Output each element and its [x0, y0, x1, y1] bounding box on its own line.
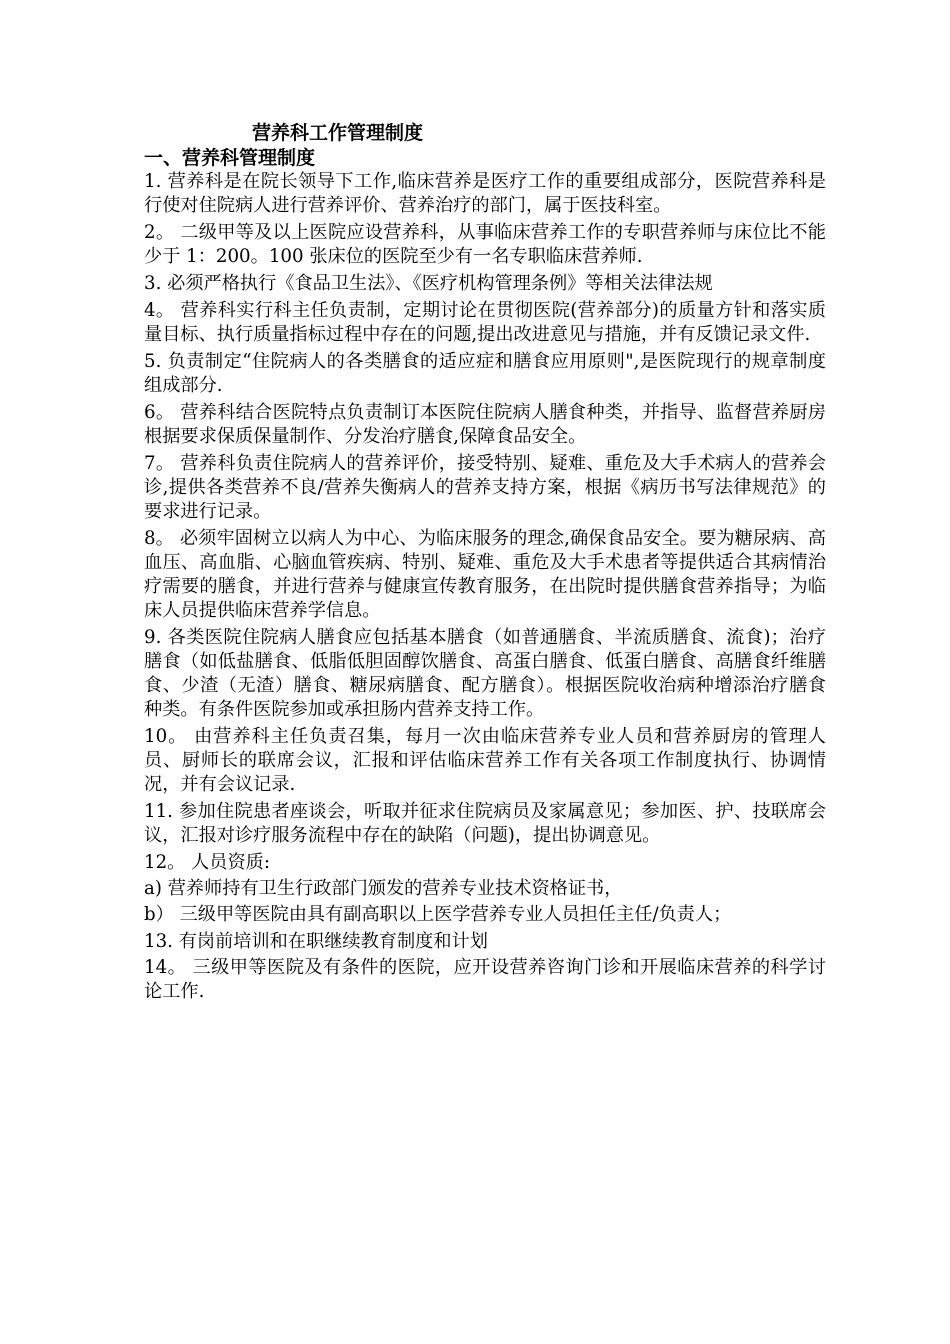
paragraph-3: 3. 必须严格执行《食品卫生法》、《医疗机构管理条例》等相关法律法规 — [144, 273, 713, 294]
paragraph-7: 7。 营养科负责住院病人的营养评价，接受特别、疑难、重危及大手术病人的营养会诊,提供各类营养不良/营养失衡病人的营养支持方案，根据《病历书写法律规范》的要求进行记录。 — [144, 453, 826, 522]
paragraph-12b: b） 三级甲等医院由具有副高职以上医学营养专业人员担任主任/负责人； — [144, 904, 732, 925]
paragraph-5: 5. 负责制定“住院病人的各类膳食的适应症和膳食应用原则",是医院现行的规章制度组成部分. — [144, 351, 826, 396]
paragraph-10: 10。 由营养科主任负责召集，每月一次由临床营养专业人员和营养厨房的管理人员、厨师长的联席会议，汇报和评估临床营养工作有关各项工作制度执行、协调情况，并有会议记录. — [144, 726, 826, 795]
document-page — [144, 120, 826, 1007]
paragraph-11: 11. 参加住院患者座谈会，听取并征求住院病员及家属意见；参加医、护、技联席会议，汇报对诊疗服务流程中存在的缺陷（问题)，提出协调意见。 — [144, 801, 826, 846]
section-heading: 一、营养科管理制度 — [144, 147, 316, 169]
paragraph-12a: a) 营养师持有卫生行政部门颁发的营养专业技术资格证书， — [144, 878, 623, 899]
paragraph-8: 8。 必须牢固树立以病人为中心、为临床服务的理念,确保食品安全。要为糖尿病、高血压、高血脂、心脑血管疾病、特别、疑难、重危及大手术患者等提供适合其病情治疗需要的膳食，并进行营养与健康宣传教育服务，在出院时提供膳食营养指导；为临床人员提供临床营养学信息。 — [144, 528, 826, 621]
paragraph-12: 12。 人员资质: — [144, 852, 270, 873]
paragraph-4: 4。 营养科实行科主任负责制，定期讨论在贯彻医院(营养部分)的质量方针和落实质量目标、执行质量指标过程中存在的问题,提出改进意见与措施，并有反馈记录文件. — [144, 300, 826, 345]
paragraph-1: 1. 营养科是在院长领导下工作,临床营养是医疗工作的重要组成部分，医院营养科是行使对住院病人进行营养评价、营养治疗的部门，属于医技科室。 — [144, 171, 826, 216]
paragraph-14: 14。 三级甲等医院及有条件的医院，应开设营养咨询门诊和开展临床营养的科学讨论工作. — [144, 957, 826, 1002]
paragraph-2: 2。 二级甲等及以上医院应设营养科，从事临床营养工作的专职营养师与床位比不能少于 1：200。100 张床位的医院至少有一名专职临床营养师. — [144, 222, 826, 267]
document-title: 营养科工作管理制度 — [252, 122, 424, 144]
paragraph-6: 6。 营养科结合医院特点负责制订本医院住院病人膳食种类，并指导、监督营养厨房根据要求保质保量制作、分发治疗膳食,保障食品安全。 — [144, 402, 826, 447]
paragraph-9: 9. 各类医院住院病人膳食应包括基本膳食（如普通膳食、半流质膳食、流食)；治疗膳食（如低盐膳食、低脂低胆固醇饮膳食、高蛋白膳食、低蛋白膳食、高膳食纤维膳食、少渣（无渣）膳食、糖尿病膳食、配方膳食）。根据医院收治病种增添治疗膳食种类。有条件医院参加或承担肠内营养支持工作。 — [144, 627, 826, 720]
paragraph-13: 13. 有岗前培训和在职继续教育制度和计划 — [144, 931, 488, 952]
